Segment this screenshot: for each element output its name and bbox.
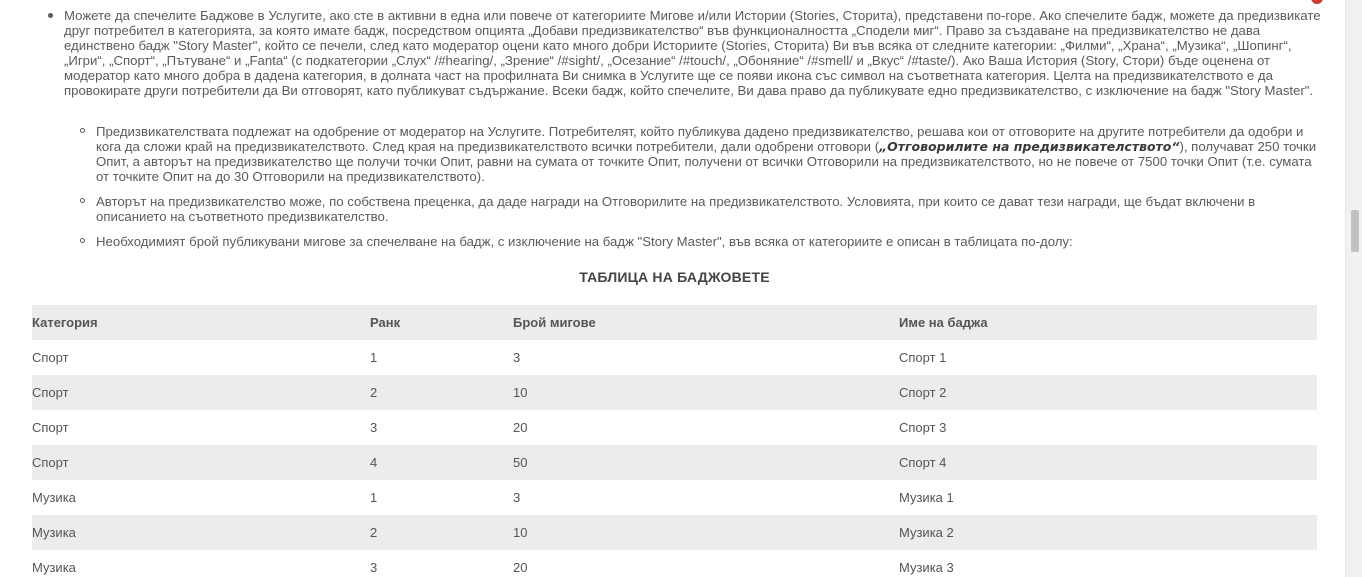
cell-moment-count: 10 xyxy=(513,515,899,550)
cell-category: Музика xyxy=(32,515,370,550)
scrollbar-thumb[interactable] xyxy=(1351,210,1359,252)
cell-moment-count: 10 xyxy=(513,375,899,410)
cell-rank: 2 xyxy=(370,515,513,550)
cell-category: Спорт xyxy=(32,350,69,365)
header-moment-count: Брой мигове xyxy=(513,305,899,340)
cell-rank: 3 xyxy=(370,560,378,575)
table-row xyxy=(32,480,1317,515)
notification-badge-icon[interactable] xyxy=(1311,0,1323,4)
table-row xyxy=(32,410,1317,445)
badges-table xyxy=(32,305,1317,577)
cell-badge-name: Музика 2 xyxy=(899,515,1317,550)
sub-bullet-circle-icon xyxy=(80,198,85,203)
sub-bullet-circle-icon xyxy=(80,128,85,133)
cell-category: Спорт xyxy=(32,375,370,410)
vertical-scrollbar[interactable] xyxy=(1345,0,1362,577)
badges-table-title: ТАБЛИЦА НА БАДЖОВЕТЕ xyxy=(579,269,770,285)
cell-category: Спорт xyxy=(32,445,370,480)
table-row xyxy=(32,375,1317,410)
cell-moment-count: 20 xyxy=(513,560,528,575)
challenge-approval-paragraph xyxy=(96,124,1326,184)
bullet-dot-icon xyxy=(48,13,53,18)
cell-badge-name: Спорт 2 xyxy=(899,375,1317,410)
required-count-paragraph: Необходимият брой публикувани мигове за спечелване на бадж, с изключение на бадж "Story Master", във всяка от категориите е описан в таблицата по-долу: xyxy=(96,234,1073,249)
cell-moment-count: 3 xyxy=(513,490,521,505)
table-row xyxy=(32,445,1317,480)
cell-moment-count: 50 xyxy=(513,445,899,480)
cell-badge-name: Спорт 3 xyxy=(899,420,947,435)
sub-bullet-circle-icon xyxy=(80,238,85,243)
cell-category: Музика xyxy=(32,490,76,505)
cell-category: Музика xyxy=(32,560,76,575)
cell-moment-count: 3 xyxy=(513,350,521,365)
approval-text-end: ), получават 250 точки Опит, а авторът на предизвикателство ще получи точки Опит, равни на сумата от точките Опит, получени от всички Отговорили на предизвикателството, но не повече от 7500 точки Опит (т.е. сумата от точките Опит на до 30 Отговорили на предизвикателството). xyxy=(96,139,1317,184)
cell-category: Спорт xyxy=(32,420,69,435)
cell-moment-count: 20 xyxy=(513,420,528,435)
table-row xyxy=(32,550,1317,577)
cell-rank: 3 xyxy=(370,420,378,435)
cell-badge-name: Спорт 1 xyxy=(899,350,947,365)
challenge-rewards-paragraph: Авторът на предизвикателство може, по собствена преценка, да даде награди на Отговорилите на предизвикателството. Условията, при които се дават тези награди, ще бъдат включени в описанието на съответното предизвикателство. xyxy=(96,194,1256,224)
header-badge-name: Име на баджа xyxy=(899,305,1317,340)
cell-rank: 2 xyxy=(370,375,513,410)
cell-rank: 4 xyxy=(370,445,513,480)
cell-rank: 1 xyxy=(370,350,378,365)
table-row xyxy=(32,340,1317,375)
table-header-row xyxy=(32,305,1317,340)
header-rank: Ранк xyxy=(370,305,513,340)
table-row xyxy=(32,515,1317,550)
cell-badge-name: Музика 1 xyxy=(899,490,954,505)
cell-badge-name: Спорт 4 xyxy=(899,445,1317,480)
badges-intro-paragraph: Можете да спечелите Баджове в Услугите, ако сте в активни в една или повече от категориите Мигове и/или Истории (Stories, Сторита), представени по-горе. Ако спечелите бадж, можете да предизвикате друг потребител в категорията, за която имате бадж, посредством опцията „Добави предизвикателство“ във функционалността „Сподели миг“. Право за създаване на предизвикателство не дава единствено бадж "Story Master", който се печели, след като модератор оцени като много добри Историите (Stories, Сторита) Ви във всяка от следните категории: „Филми“, „Храна“, „Музика“, „Шопинг“, „Игри“, „Спорт“, „Пътуване“ и „Fanta“ (с подкатегории „Слух“ /#hearing/, „Зрение“ /#sight/, „Осезание“ /#touch/, „Обоняние“ /#smell/ и „Вкус“ /#taste/). Ако Ваша История (Story, Стори) бъде оценена от модератор като много добра в дадена категория, в долната част на профилната Ви снимка в Услугите ще се появи икона със символ на съответната категория. Целта на предизвикателството е да провокирате други потребители да Ви отговорят, като публикуват съдържание. Всеки бадж, който спечелите, Ви дава право да публикувате едно предизвикателство, с изключение на бадж "Story Master". xyxy=(64,8,1321,98)
cell-badge-name: Музика 3 xyxy=(899,560,954,575)
approval-text-start: Предизвикателствата подлежат на одобрение от модератор на Услугите. Потребителят, който публикува дадено предизвикателство, решава кои от отговорите на другите потребители да одобри и кога да сложи край на предизвикателството. След края на предизвикателството всички потребители, дали одобрени отговори ( xyxy=(96,124,1304,154)
cell-rank: 1 xyxy=(370,490,378,505)
responders-term: „Отговорилите на предизвикателството“ xyxy=(879,139,1180,154)
header-category: Категория xyxy=(32,305,370,340)
